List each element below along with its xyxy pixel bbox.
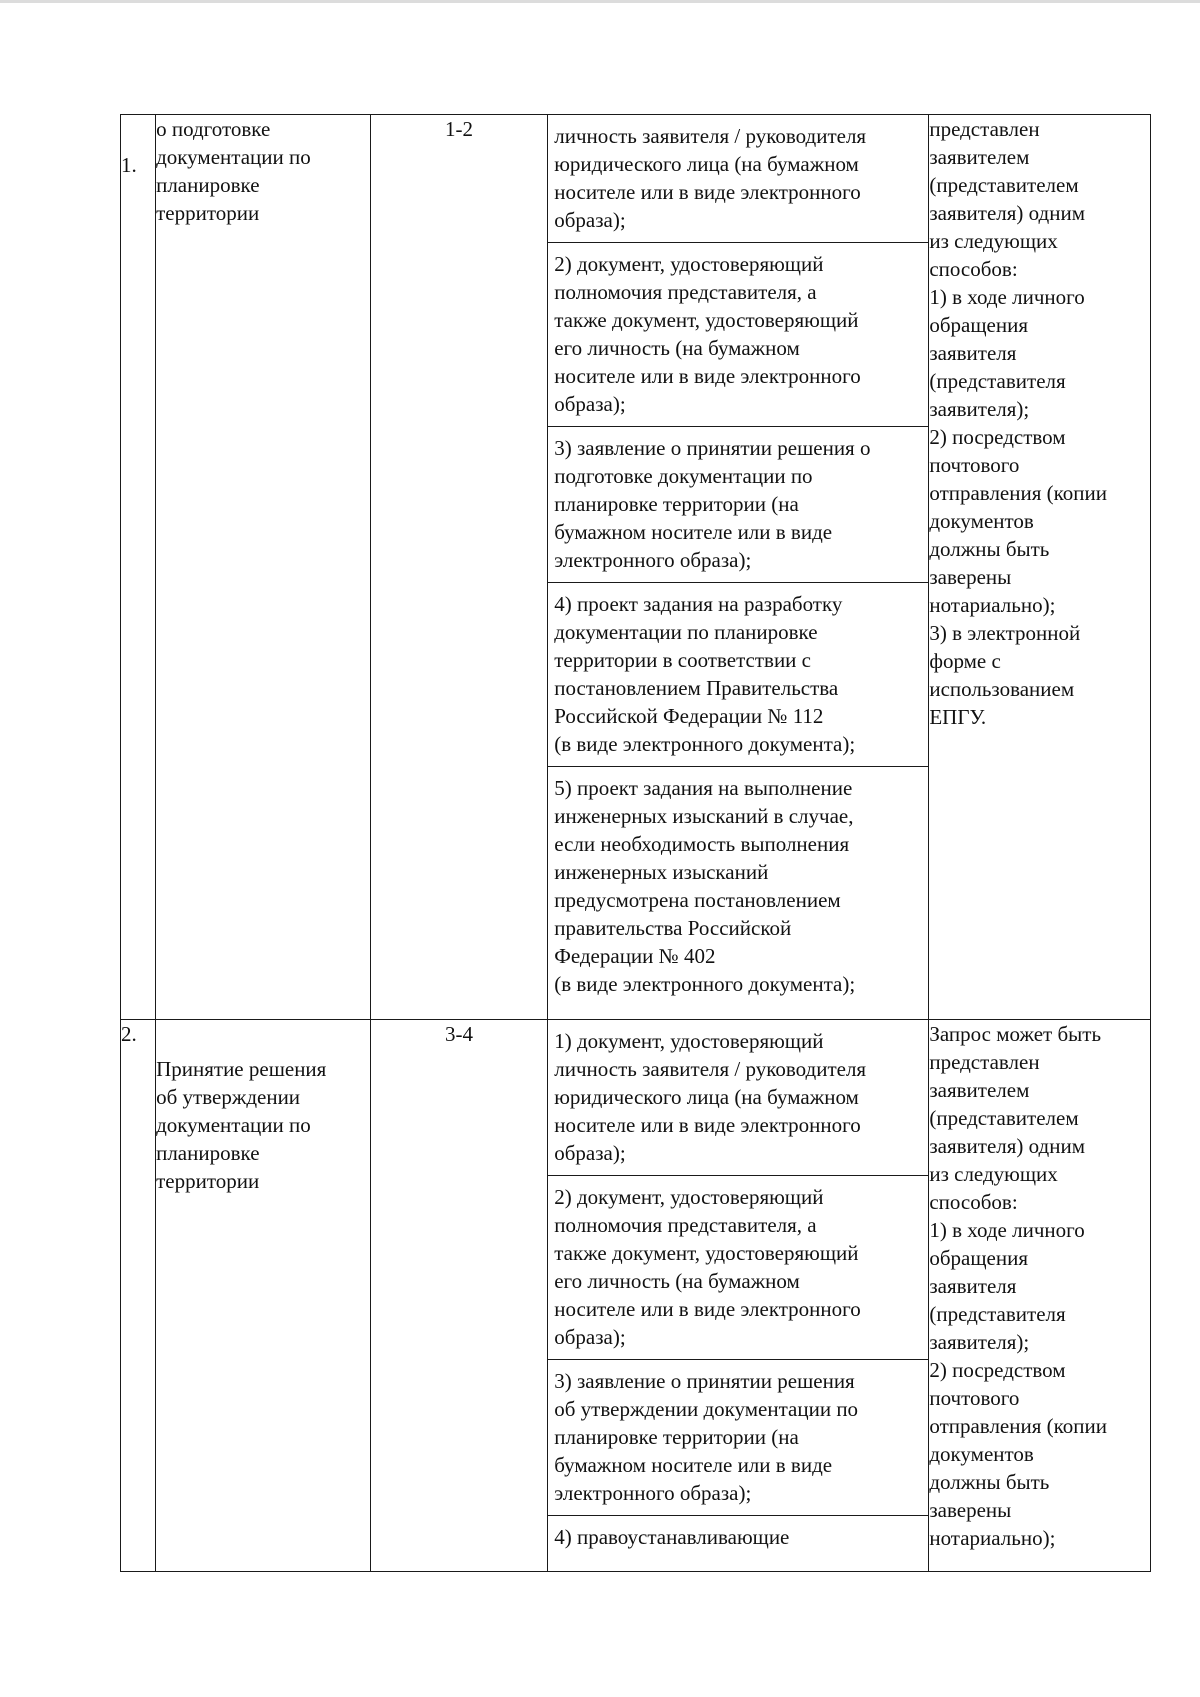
submission-method-line: способов: <box>929 1190 1018 1214</box>
submission-method-line: документов <box>929 509 1034 533</box>
day-range-cell <box>370 115 548 1020</box>
submission-method-line: представлен <box>929 117 1040 141</box>
document-item <box>548 1176 928 1360</box>
document-item-line: носителе или в виде электронного <box>554 180 861 204</box>
document-item-line: 3) заявление о принятии решения <box>554 1369 855 1393</box>
document-item-line: образа); <box>554 1325 626 1349</box>
submission-method-line: заявителя) одним <box>929 201 1085 225</box>
submission-method-line: способов: <box>929 257 1018 281</box>
submission-method-line: заверены <box>929 1498 1012 1522</box>
document-item-line: документации по планировке <box>554 620 818 644</box>
document-item-line: 4) правоустанавливающие <box>554 1525 790 1549</box>
submission-method-line: (представителем <box>929 1106 1079 1130</box>
submission-method-line: почтового <box>929 1386 1020 1410</box>
submission-method-line: должны быть <box>929 1470 1050 1494</box>
submission-method-line: из следующих <box>929 229 1058 253</box>
submission-method-line: обращения <box>929 313 1028 337</box>
document-item <box>548 243 928 427</box>
document-item-line: образа); <box>554 208 626 232</box>
document-item-line: его личность (на бумажном <box>554 336 800 360</box>
submission-method-line: заявителем <box>929 1078 1030 1102</box>
row-number: 1. <box>121 153 137 177</box>
service-name-cell <box>156 1020 371 1572</box>
document-item-line: 4) проект задания на разработку <box>554 592 843 616</box>
service-name-line: Принятие решения <box>156 1057 327 1081</box>
submission-method-line: 1) в ходе личного <box>929 1218 1085 1242</box>
document-item <box>548 1516 928 1559</box>
services-table <box>120 114 1151 1572</box>
submission-method-line: 2) посредством <box>929 425 1066 449</box>
document-item-line: предусмотрена постановлением <box>554 888 841 912</box>
submission-method-line: заявителя <box>929 341 1017 365</box>
document-item-line: (в виде электронного документа); <box>554 972 856 996</box>
documents-cell <box>548 1020 929 1572</box>
document-item <box>548 427 928 583</box>
submission-method-cell <box>929 115 1151 1020</box>
document-item-line: образа); <box>554 1141 626 1165</box>
submission-method-line: обращения <box>929 1246 1028 1270</box>
document-item <box>548 767 928 1006</box>
document-item-line: бумажном носителе или в виде <box>554 1453 833 1477</box>
document-item-line: полномочия представителя, а <box>554 280 817 304</box>
submission-method-cell <box>929 1020 1151 1572</box>
service-name-cell <box>156 115 371 1020</box>
service-name-line: документации по <box>156 145 311 169</box>
document-item-line: его личность (на бумажном <box>554 1269 800 1293</box>
table-body <box>121 115 1151 1572</box>
document-item-line: 2) документ, удостоверяющий <box>554 252 824 276</box>
submission-method-line: нотариально); <box>929 1526 1056 1550</box>
document-item-line: 1) документ, удостоверяющий <box>554 1029 824 1053</box>
service-name-line: документации по <box>156 1113 311 1137</box>
submission-method-line: документов <box>929 1442 1034 1466</box>
table-row <box>121 115 1151 1020</box>
service-name-line: территории <box>156 201 260 225</box>
document-item-line: носителе или в виде электронного <box>554 1297 861 1321</box>
submission-method-line: заявителя) одним <box>929 1134 1085 1158</box>
document-item-line: юридического лица (на бумажном <box>554 1085 859 1109</box>
row-number-cell <box>121 1020 156 1572</box>
service-name-line: об утверждении <box>156 1085 301 1109</box>
document-item-line: 5) проект задания на выполнение <box>554 776 853 800</box>
submission-method-line: 1) в ходе личного <box>929 285 1085 309</box>
document-item <box>548 1360 928 1516</box>
submission-method-line: заявителя); <box>929 1330 1030 1354</box>
submission-method-line: заявителем <box>929 145 1030 169</box>
document-item-line: образа); <box>554 392 626 416</box>
document-item-line: (в виде электронного документа); <box>554 732 856 756</box>
submission-method-line: почтового <box>929 453 1020 477</box>
submission-method-line: форме с <box>929 649 1001 673</box>
service-name-line: планировке <box>156 1141 260 1165</box>
service-name-line: о подготовке <box>156 117 271 141</box>
document-item-line: 2) документ, удостоверяющий <box>554 1185 824 1209</box>
document-item-line: полномочия представителя, а <box>554 1213 817 1237</box>
submission-method-line: (представителя <box>929 369 1066 393</box>
document-item-line: также документ, удостоверяющий <box>554 308 859 332</box>
submission-method-line: (представителем <box>929 173 1079 197</box>
document-item-line: инженерных изысканий <box>554 860 769 884</box>
row-number-cell <box>121 115 156 1020</box>
top-edge-line <box>0 0 1200 3</box>
document-item <box>548 115 928 243</box>
document-item-line: Федерации № 402 <box>554 944 716 968</box>
document-item-line: личность заявителя / руководителя <box>554 124 867 148</box>
document-item-line: об утверждении документации по <box>554 1397 859 1421</box>
document-item-line: носителе или в виде электронного <box>554 1113 861 1137</box>
document-item <box>548 583 928 767</box>
document-item-line: постановлением Правительства <box>554 676 839 700</box>
service-name-line: территории <box>156 1169 260 1193</box>
document-item-line: территории в соответствии с <box>554 648 811 672</box>
document-item-line: бумажном носителе или в виде <box>554 520 833 544</box>
row-number: 2. <box>121 1022 137 1046</box>
document-item-line: личность заявителя / руководителя <box>554 1057 867 1081</box>
document-item-line: если необходимость выполнения <box>554 832 850 856</box>
submission-method-line: нотариально); <box>929 593 1056 617</box>
submission-method-line: заявителя); <box>929 397 1030 421</box>
submission-method-line: заявителя <box>929 1274 1017 1298</box>
document-item-line: правительства Российской <box>554 916 792 940</box>
document-item-line: подготовке документации по <box>554 464 813 488</box>
document-item-line: электронного образа); <box>554 548 752 572</box>
table-row <box>121 1020 1151 1572</box>
day-range: 1-2 <box>444 117 473 141</box>
submission-method-line: использованием <box>929 677 1075 701</box>
submission-method-line: отправления (копии <box>929 1414 1107 1438</box>
submission-method-line: 3) в электронной <box>929 621 1081 645</box>
submission-method-line: заверены <box>929 565 1012 589</box>
day-range-cell <box>370 1020 548 1572</box>
submission-method-line: (представителя <box>929 1302 1066 1326</box>
submission-method-line: отправления (копии <box>929 481 1107 505</box>
document-item-line: планировке территории (на <box>554 1425 799 1449</box>
document-item-line: Российской Федерации № 112 <box>554 704 824 728</box>
document-item-line: юридического лица (на бумажном <box>554 152 859 176</box>
submission-method-line: из следующих <box>929 1162 1058 1186</box>
document-item-line: 3) заявление о принятии решения о <box>554 436 871 460</box>
document-item-line: электронного образа); <box>554 1481 752 1505</box>
document-item-line: инженерных изысканий в случае, <box>554 804 854 828</box>
document-item-line: планировке территории (на <box>554 492 799 516</box>
submission-method-line: ЕПГУ. <box>929 705 987 729</box>
day-range: 3-4 <box>444 1022 473 1046</box>
document-item-line: носителе или в виде электронного <box>554 364 861 388</box>
documents-cell <box>548 115 929 1020</box>
submission-method-line: представлен <box>929 1050 1040 1074</box>
document-item-line: также документ, удостоверяющий <box>554 1241 859 1265</box>
submission-method-line: должны быть <box>929 537 1050 561</box>
submission-method-line: Запрос может быть <box>929 1022 1102 1046</box>
document-item <box>548 1020 928 1176</box>
service-name-line: планировке <box>156 173 260 197</box>
submission-method-line: 2) посредством <box>929 1358 1066 1382</box>
